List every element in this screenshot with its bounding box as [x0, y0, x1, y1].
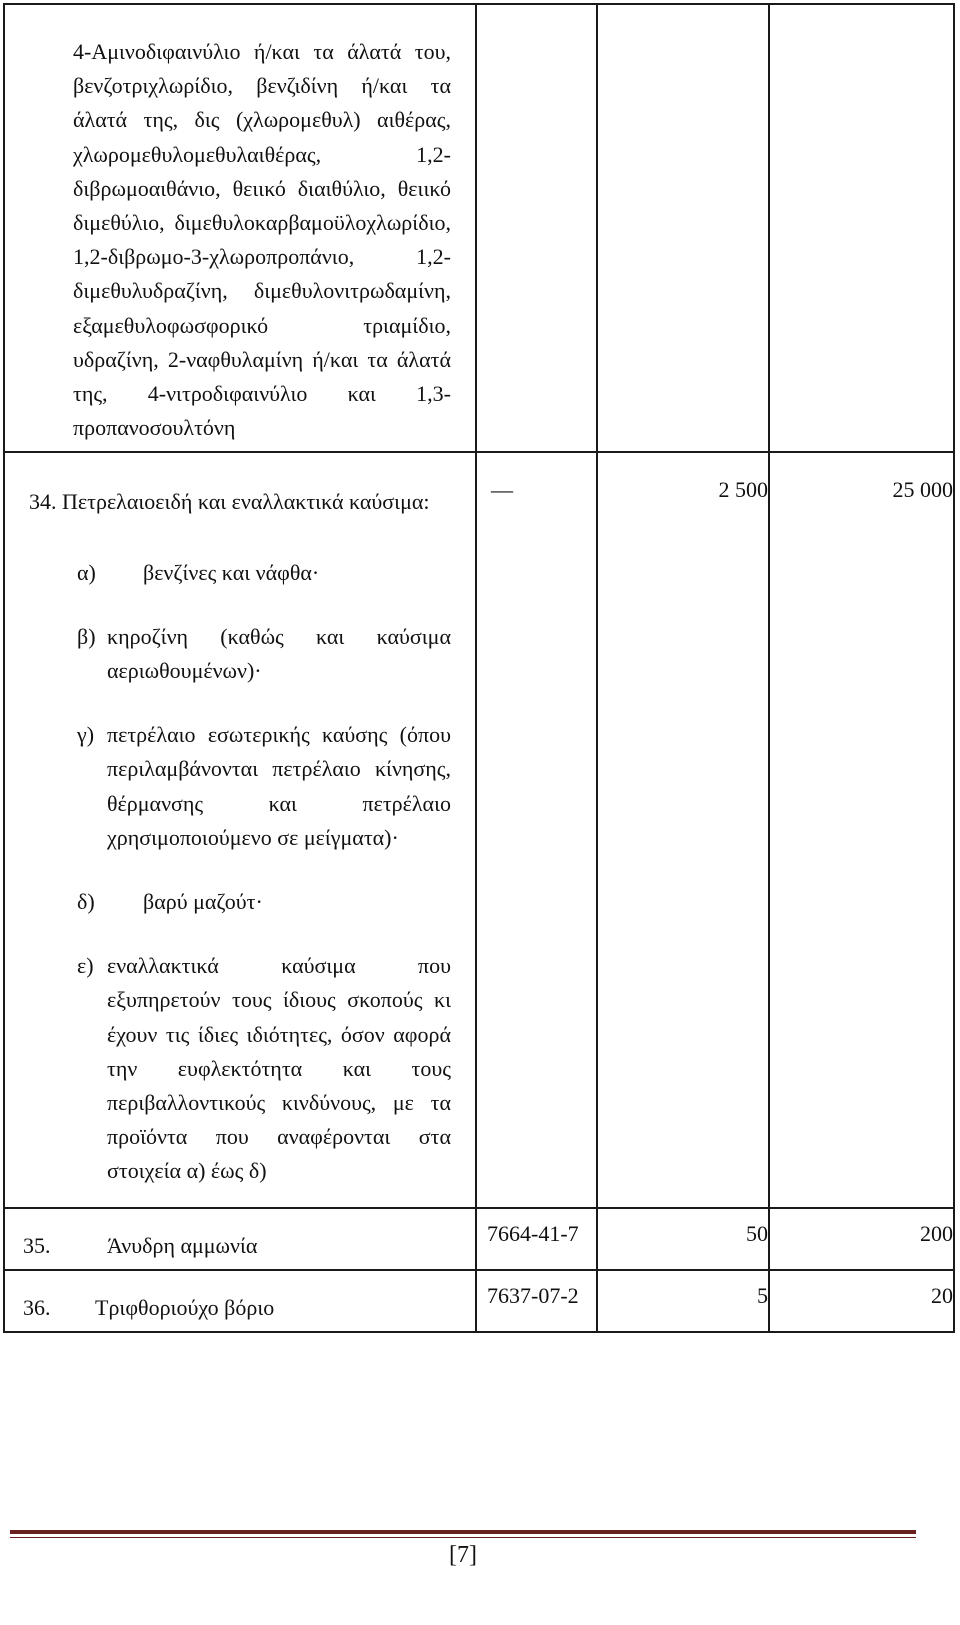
- table-row-continuation: [4, 4, 954, 452]
- substance-cell: [4, 452, 476, 1207]
- row-34-heading: [29, 485, 475, 519]
- upper-threshold-cell: [769, 1208, 954, 1270]
- cas-cell: [476, 1208, 597, 1270]
- list-item-b: [77, 620, 451, 688]
- list-item-e: [77, 949, 451, 1188]
- list-item-d: [77, 885, 451, 919]
- lower-threshold-cell: [597, 4, 769, 452]
- lower-threshold-cell: [597, 1208, 769, 1270]
- cas-value: 7664-41-7: [487, 1220, 579, 1246]
- item-label: γ): [77, 722, 95, 748]
- upper-threshold-value: 20: [931, 1282, 953, 1308]
- substance-cell: [4, 4, 476, 452]
- footer-rule-thick: [10, 1530, 916, 1534]
- substance-cell: [4, 1208, 476, 1270]
- lower-threshold-value: 50: [746, 1220, 768, 1246]
- substances-table: [3, 3, 955, 1333]
- table-row-36: [4, 1270, 954, 1332]
- item-text: εναλλακτικά καύσιμα που εξυπηρετούν τους ίδιους σκοπούς κι έχουν τις ίδιες ιδιότητες, όσον αφορά την ευφλεκτότητα και τους περιβαλλοντικούς κινδύνους, με τα προϊόντα που αναφέρονται στα στοιχεία α) έως δ): [107, 953, 451, 1184]
- continuation-substance-list: 4-Αμινοδιφαινύλιο ή/και τα άλατά του, βενζοτριχλωρίδιο, βενζιδίνη ή/και τα άλατά της, δις (χλωρομεθυλ) αιθέρας, χλωρομεθυλομεθυλαιθέρας, 1,2-διβρωμοαιθάνιο, θειικό διαιθύλιο, θειικό διμεθύλιο, διμεθυλοκαρβαμοϋλοχλωρίδιο, 1,2-διβρωμο-3-χλωροπροπάνιο, 1,2-διμεθυλυδραζίνη, διμεθυλονιτρωδαμίνη, εξαμεθυλοφωσφορικό τριαμίδιο, υδραζίνη, 2-ναφθυλαμίνη ή/και τα άλατά της, 4-νιτροδιφαινύλιο και 1,3- προπανοσουλτόνη: [73, 39, 451, 441]
- item-text: κηροζίνη (καθώς και καύσιμα αεριωθουμένων)·: [107, 623, 451, 684]
- cas-cell: [476, 452, 597, 1207]
- list-item-a: [77, 556, 451, 590]
- cas-cell: [476, 4, 597, 452]
- item-label: α): [77, 559, 96, 585]
- lower-threshold-cell: [597, 452, 769, 1207]
- list-item-g: [77, 718, 451, 855]
- lower-threshold-value: 2 500: [718, 477, 768, 503]
- item-text: πετρέλαιο εσωτερικής καύσης (όπου περιλαμβάνονται πετρέλαιο κίνησης, θέρμανσης και πετρέλαιο χρησιμοποιούμενο σε μείγματα)·: [107, 722, 451, 850]
- upper-threshold-cell: [769, 1270, 954, 1332]
- cas-value: 7637-07-2: [487, 1282, 579, 1308]
- lower-threshold-value: 5: [757, 1282, 768, 1308]
- item-label: δ): [77, 889, 95, 915]
- substance-name: Άνυδρη αμμωνία: [107, 1232, 258, 1258]
- page-number: [7]: [449, 1542, 477, 1568]
- item-label: β): [77, 623, 96, 649]
- table-row-34: [4, 452, 954, 1207]
- item-label: ε): [77, 953, 94, 979]
- cas-value: —: [491, 477, 513, 503]
- upper-threshold-value: 200: [920, 1220, 953, 1246]
- cas-cell: [476, 1270, 597, 1332]
- footer-rule-thin: [10, 1537, 916, 1538]
- item-text: βαρύ μαζούτ·: [143, 889, 263, 915]
- substance-cell: [4, 1270, 476, 1332]
- table-row-35: [4, 1208, 954, 1270]
- upper-threshold-cell: [769, 452, 954, 1207]
- upper-threshold-value: 25 000: [892, 477, 953, 503]
- row-number: 36.: [23, 1294, 51, 1320]
- lower-threshold-cell: [597, 1270, 769, 1332]
- substance-name: Τριφθοριούχο βόριο: [95, 1294, 275, 1320]
- row-number: 34.: [29, 489, 57, 515]
- item-text: βενζίνες και νάφθα·: [143, 559, 320, 585]
- row-number: 35.: [23, 1232, 51, 1258]
- upper-threshold-cell: [769, 4, 954, 452]
- row-title: Πετρελαιοειδή και εναλλακτικά καύσιμα:: [62, 489, 430, 515]
